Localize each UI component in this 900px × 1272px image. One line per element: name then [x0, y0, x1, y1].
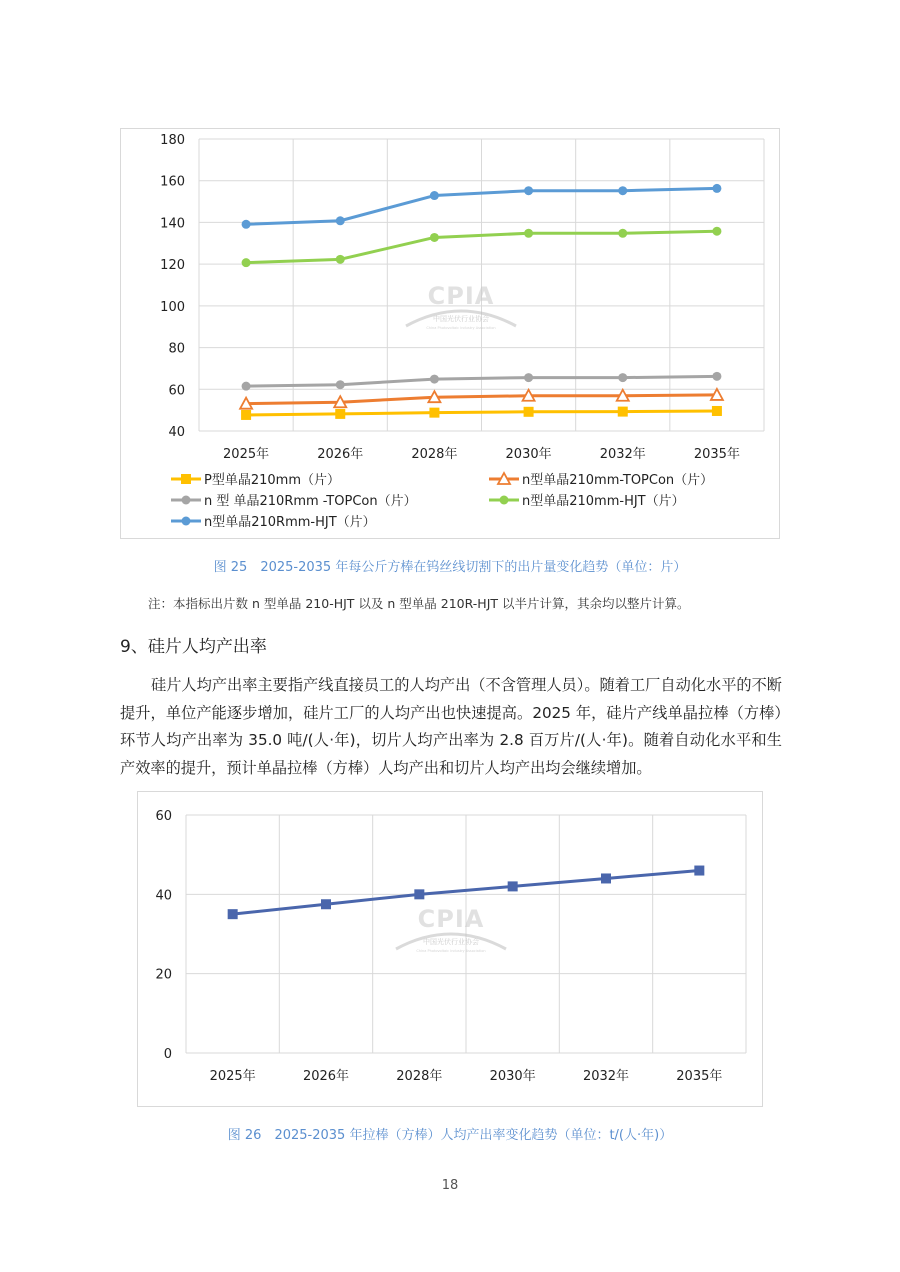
x-tick-label: 2026年	[317, 447, 364, 462]
data-point	[524, 407, 534, 417]
chart-legend	[171, 472, 713, 530]
y-tick-label: 100	[160, 299, 185, 315]
data-point	[712, 406, 722, 416]
x-tick-label: 2030年	[489, 1069, 536, 1084]
data-point	[414, 889, 424, 899]
y-tick-label: 20	[155, 967, 172, 983]
cpia-logo-text: CPIA	[427, 282, 495, 310]
data-point	[321, 899, 331, 909]
data-point	[524, 373, 533, 382]
data-point	[336, 216, 345, 225]
data-point	[618, 229, 627, 238]
cpia-cn-name: 中国光伏行业协会	[423, 938, 479, 946]
x-tick-label: 2030年	[505, 447, 552, 462]
legend-label: P型单晶210mm（片）	[204, 473, 340, 488]
chart-25-svg	[121, 129, 781, 540]
chart-26	[137, 791, 763, 1107]
data-point	[242, 382, 251, 391]
legend-marker	[181, 474, 191, 484]
cpia-en-name: China Photovoltaic Industry Association	[426, 326, 496, 330]
data-point	[429, 408, 439, 418]
data-point	[242, 258, 251, 267]
x-tick-label: 2028年	[396, 1069, 443, 1084]
y-tick-label: 40	[155, 888, 172, 904]
y-tick-label: 40	[168, 425, 185, 440]
legend-marker	[500, 496, 509, 505]
section-paragraph: 硅片人均产出率主要指产线直接员工的人均产出（不含管理人员）。随着工厂自动化水平的不断提升，单位产能逐步增加，硅片工厂的人均产出也快速提高。2025 年，硅片产线单晶拉棒（方棒）环节人均产出率为 35.0 吨/(人·年)，切片人均产出率为 2.8 百万片/(人·年)。随着自动化水平和生产效率的提升，预计单晶拉棒（方棒）人均产出和切片人均产出均会继续增加。	[120, 676, 782, 777]
x-tick-label: 2026年	[302, 1069, 350, 1084]
figure-25-note: 注：本指标出片数 n 型单晶 210-HJT 以及 n 型单晶 210R-HJT 以半片计算，其余均以整片计算。	[148, 596, 690, 611]
legend-item	[171, 472, 340, 488]
legend-item	[171, 493, 417, 509]
data-point	[241, 410, 251, 420]
legend-item	[489, 493, 685, 509]
data-point	[524, 229, 533, 238]
page-number: 18	[441, 1178, 459, 1193]
cpia-cn-name: 中国光伏行业协会	[433, 315, 489, 323]
data-point	[618, 373, 627, 382]
data-point	[712, 227, 721, 236]
data-point	[694, 866, 704, 876]
data-point	[430, 191, 439, 200]
cpia-en-name: China Photovoltaic Industry Association	[416, 949, 486, 953]
x-tick-label: 2025年	[209, 1069, 256, 1084]
data-point	[430, 375, 439, 384]
figure-26-caption: 图 26 2025-2035 年拉棒（方棒）人均产出率变化趋势（单位：t/(人·年)）	[227, 1128, 673, 1143]
legend-label: n 型 单晶210Rmm -TOPCon（片）	[204, 494, 417, 509]
y-tick-label: 120	[160, 258, 185, 274]
x-tick-label: 2028年	[411, 447, 458, 462]
legend-label: n型单晶210mm-TOPCon（片）	[522, 473, 714, 488]
x-tick-label: 2032年	[582, 1069, 630, 1084]
data-point	[508, 881, 518, 891]
y-tick-label: 140	[160, 216, 185, 232]
data-point	[712, 372, 721, 381]
x-tick-label: 2025年	[223, 447, 270, 462]
x-tick-label: 2035年	[693, 447, 740, 462]
data-point	[618, 186, 627, 195]
data-point	[228, 909, 238, 919]
y-tick-label: 60	[155, 809, 172, 824]
data-point	[430, 233, 439, 242]
y-tick-label: 60	[168, 383, 185, 399]
data-point	[618, 407, 628, 417]
y-tick-label: 80	[168, 341, 185, 357]
x-tick-label: 2032年	[599, 447, 646, 462]
cpia-logo-text: CPIA	[417, 905, 485, 933]
data-point	[524, 186, 533, 195]
legend-item	[489, 472, 713, 488]
y-tick-label: 160	[160, 174, 185, 190]
legend-marker	[182, 517, 191, 526]
data-point	[336, 255, 345, 264]
cpia-watermark	[396, 905, 506, 953]
chart-26-svg	[138, 792, 764, 1108]
legend-marker	[182, 496, 191, 505]
data-point	[335, 409, 345, 419]
legend-label: n型单晶210mm-HJT（片）	[522, 494, 685, 509]
legend-item	[171, 514, 376, 530]
figure-25-caption: 图 25 2025-2035 年每公斤方棒在钨丝线切割下的出片量变化趋势（单位：片）	[213, 560, 687, 575]
legend-label: n型单晶210Rmm-HJT（片）	[204, 515, 376, 530]
data-point	[242, 220, 251, 229]
chart-25	[120, 128, 780, 539]
data-point	[601, 873, 611, 883]
y-tick-label: 180	[160, 133, 185, 148]
section-heading: 9、硅片人均产出率	[120, 637, 267, 657]
y-tick-label: 0	[163, 1047, 172, 1062]
data-point	[712, 184, 721, 193]
data-point	[336, 380, 345, 389]
x-tick-label: 2035年	[676, 1069, 723, 1084]
